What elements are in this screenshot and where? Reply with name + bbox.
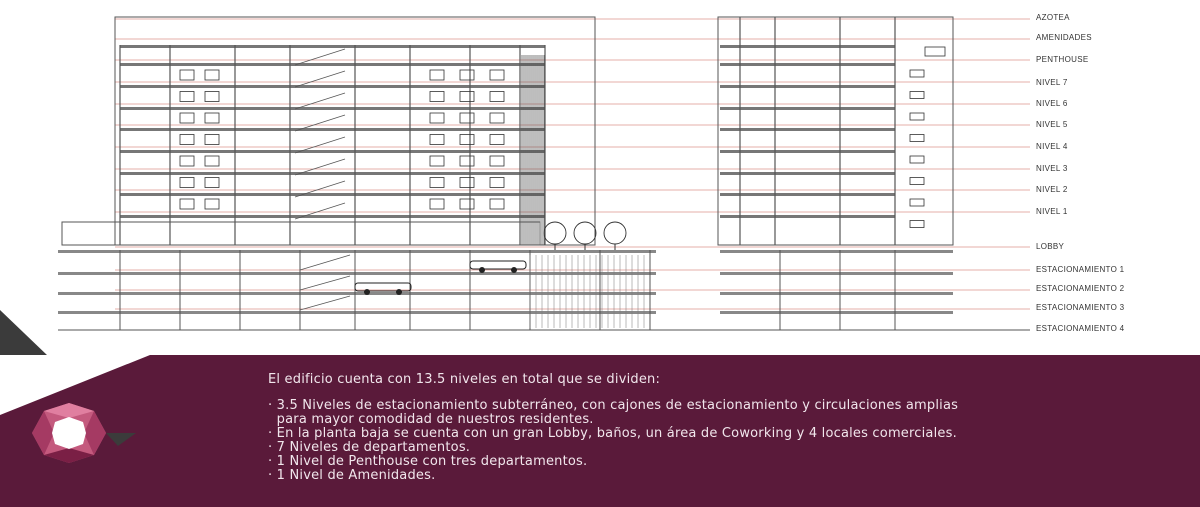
furniture — [460, 199, 474, 209]
floor-slab — [720, 193, 895, 196]
floor-slab — [120, 150, 545, 153]
furniture — [205, 199, 219, 209]
parking-slab — [720, 311, 953, 314]
furniture — [460, 135, 474, 145]
furniture — [430, 156, 444, 166]
level-label-nivel-4: NIVEL 4 — [1036, 142, 1068, 151]
floor-slab — [720, 128, 895, 131]
furniture — [460, 178, 474, 188]
window — [925, 47, 945, 56]
side-building-section — [718, 17, 953, 245]
furniture — [430, 70, 444, 80]
level-label-estacionamiento-4: ESTACIONAMIENTO 4 — [1036, 324, 1125, 333]
furniture — [490, 92, 504, 102]
ramp — [300, 276, 350, 290]
window — [910, 92, 924, 99]
furniture — [490, 156, 504, 166]
furniture — [460, 92, 474, 102]
level-label-nivel-2: NIVEL 2 — [1036, 185, 1068, 194]
furniture — [180, 199, 194, 209]
parking-slab — [720, 292, 953, 295]
ramp — [300, 255, 350, 270]
parking-slab — [58, 292, 656, 295]
car-wheel — [511, 267, 517, 273]
furniture — [460, 113, 474, 123]
level-label-amenidades: AMENIDADES — [1036, 33, 1092, 42]
furniture — [180, 70, 194, 80]
car-icon — [470, 261, 526, 269]
furniture — [205, 113, 219, 123]
level-label-lobby: LOBBY — [1036, 242, 1065, 251]
window — [910, 156, 924, 163]
description-item: · 1 Nivel de Amenidades. — [268, 468, 436, 483]
furniture — [205, 135, 219, 145]
furniture — [205, 178, 219, 188]
furniture — [430, 199, 444, 209]
level-label-penthouse: PENTHOUSE — [1036, 55, 1089, 64]
furniture — [205, 70, 219, 80]
furniture — [460, 156, 474, 166]
front-building-section — [62, 17, 626, 252]
lobby-volume — [62, 222, 540, 245]
level-label-nivel-1: NIVEL 1 — [1036, 207, 1068, 216]
furniture — [180, 92, 194, 102]
floor-slab — [720, 107, 895, 110]
furniture — [430, 92, 444, 102]
car-wheel — [364, 289, 370, 295]
window — [910, 70, 924, 77]
tree-icon — [544, 222, 566, 244]
floor-slab — [120, 128, 545, 131]
car-wheel — [479, 267, 485, 273]
level-label-azotea: AZOTEA — [1036, 13, 1070, 22]
window — [910, 113, 924, 120]
description-item: · 3.5 Niveles de estacionamiento subterráneo, con cajones de estacionamiento y circulaciones amplias — [268, 398, 959, 413]
floor-slab — [120, 45, 545, 48]
furniture — [460, 70, 474, 80]
furniture — [430, 113, 444, 123]
stair-flight — [295, 49, 345, 65]
floor-slab — [120, 215, 545, 218]
description-intro: El edificio cuenta con 13.5 niveles en total que se dividen: — [268, 372, 661, 387]
parking-slab — [58, 250, 656, 253]
level-label-nivel-7: NIVEL 7 — [1036, 78, 1068, 87]
floor-slab — [120, 193, 545, 196]
level-label-estacionamiento-1: ESTACIONAMIENTO 1 — [1036, 265, 1125, 274]
description-item: para mayor comodidad de nuestros residentes. — [268, 412, 594, 427]
logo-gem-icon — [24, 398, 136, 468]
level-label-estacionamiento-2: ESTACIONAMIENTO 2 — [1036, 284, 1125, 293]
floor-slab — [720, 45, 895, 48]
tree-icon — [604, 222, 626, 244]
parking-slab — [720, 250, 953, 253]
ramp — [300, 296, 350, 310]
window — [910, 135, 924, 142]
furniture — [205, 156, 219, 166]
description-item: · En la planta baja se cuenta con un gran Lobby, baños, un área de Coworking y 4 locales comerciales. — [268, 426, 957, 441]
floor-slab — [120, 63, 545, 66]
floor-slab — [120, 107, 545, 110]
furniture — [205, 92, 219, 102]
floor-slab — [720, 150, 895, 153]
furniture — [490, 199, 504, 209]
furniture — [180, 113, 194, 123]
furniture — [180, 156, 194, 166]
furniture — [490, 135, 504, 145]
parking-slab — [720, 272, 953, 275]
description-list — [268, 399, 1168, 483]
level-labels — [1036, 13, 1125, 333]
tree-icon — [574, 222, 596, 244]
floor-slab — [720, 85, 895, 88]
level-label-nivel-6: NIVEL 6 — [1036, 99, 1068, 108]
furniture — [490, 113, 504, 123]
furniture — [430, 178, 444, 188]
building-description — [268, 373, 1168, 483]
level-label-nivel-3: NIVEL 3 — [1036, 164, 1068, 173]
description-item: · 1 Nivel de Penthouse con tres departamentos. — [268, 454, 588, 469]
car-wheel — [396, 289, 402, 295]
floor-slab — [720, 63, 895, 66]
corner-wedge-decoration — [0, 0, 80, 360]
window — [910, 178, 924, 185]
window — [910, 221, 924, 228]
level-label-estacionamiento-3: ESTACIONAMIENTO 3 — [1036, 303, 1125, 312]
description-item: · 7 Niveles de departamentos. — [268, 440, 471, 455]
furniture — [490, 70, 504, 80]
floor-slab — [720, 172, 895, 175]
parking-slab — [58, 272, 656, 275]
floor-slab — [120, 172, 545, 175]
furniture — [180, 135, 194, 145]
window — [910, 199, 924, 206]
furniture — [490, 178, 504, 188]
stair-flight — [295, 93, 345, 109]
level-label-nivel-5: NIVEL 5 — [1036, 120, 1068, 129]
furniture — [430, 135, 444, 145]
floor-slab — [120, 85, 545, 88]
furniture — [180, 178, 194, 188]
parking-slab — [58, 311, 656, 314]
floor-slab — [720, 215, 895, 218]
stair-flight — [295, 71, 345, 87]
